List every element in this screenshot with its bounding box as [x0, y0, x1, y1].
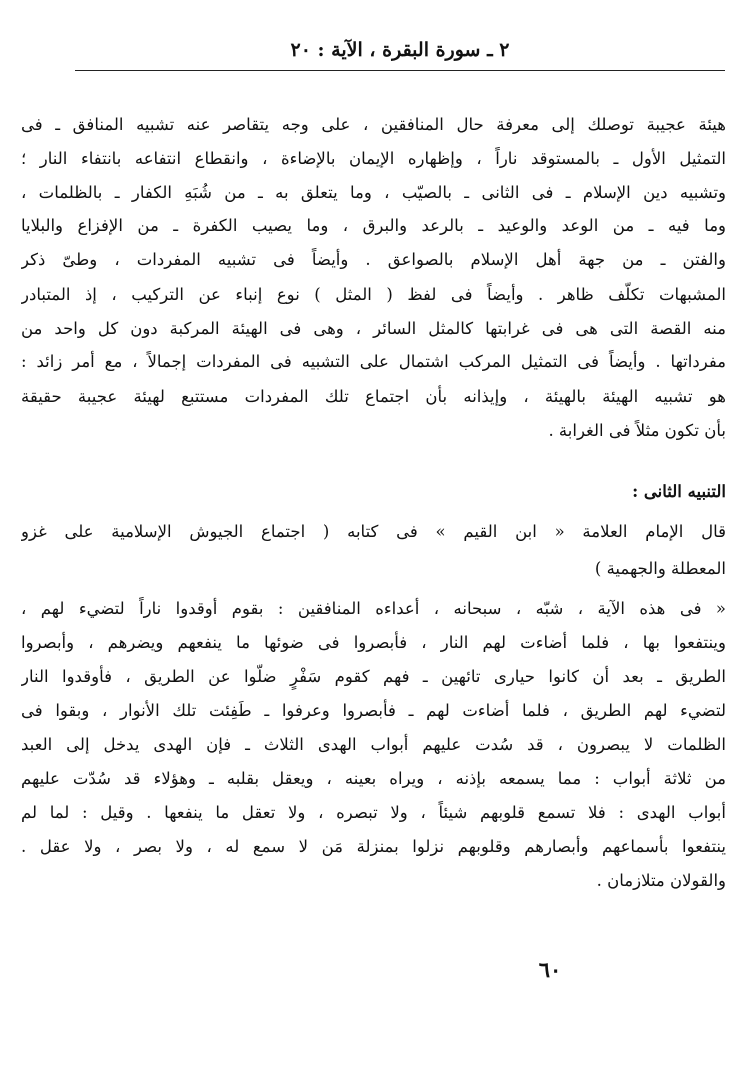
text-line: لتضيء لهم الطريق ، فلما أضاءت لهم ـ فأبصروا وعرفوا ـ طَفِئت تلك الأنوار ، وبقوا فى	[21, 701, 726, 720]
header-rule	[75, 70, 725, 71]
text-line: قال الإمام العلامة « ابن القيم » فى كتابه ( اجتماع الجيوش الإسلامية على غزو	[21, 522, 726, 541]
text-line: « فى هذه الآية ، شبّه ، سبحانه ، أعداءه المنافقين : بقوم أوقدوا ناراً لتضيء لهم ،	[21, 599, 726, 618]
paragraph-end-line: المعطلة والجهمية )	[594, 559, 726, 578]
text-line: هو تشبيه الهيئة بالهيئة ، وإيذانه بأن اجتماع تلك المفردات مستتبع لهيئة عجيبة حقيقة	[21, 387, 726, 406]
text-line: وما فيه ـ من الوعد والوعيد ـ بالرعد والبرق ، وما يصيب الكفرة ـ من الإفزاع والبلايا	[21, 216, 726, 235]
text-line: الظلمات لا يبصرون ، قد سُدت عليهم أبواب الهدى الثلاث ـ فإن الهدى يدخل إلى العبد	[21, 735, 726, 754]
section-heading: التنبيه الثانى :	[632, 482, 726, 501]
text-line: التمثيل الأول ـ بالمستوقد ناراً ، وإظهاره الإيمان بالإضاءة ، وانقطاع انتفاعه بانتفاء النار ؛	[21, 149, 726, 168]
text-line: الطريق ـ بعد أن كانوا حيارى تائهين ـ فهم كقوم سَفْرٍ ضلّوا عن الطريق ، فأوقدوا النار	[21, 667, 726, 686]
running-header: ٢ ـ سورة البقرة ، الآية : ٢٠	[290, 39, 510, 61]
text-line: والفتن ـ من جهة أهل الإسلام بالصواعق . وأيضاً فى تشبيه المفردات ، وطىّ ذكر	[21, 250, 726, 269]
text-line: وتشبيه دين الإسلام ـ فى الثانى ـ بالصيّب ، وما يتعلق به ـ من شُبَهِ الكفار ـ بالظلمات ،	[21, 183, 726, 202]
paragraph-end-line: بأن تكون مثلاً فى الغرابة .	[548, 421, 726, 440]
paragraph-end-line: والقولان متلازمان .	[596, 871, 726, 890]
text-line: مفرداتها . وأيضاً فى التمثيل المركب اشتمال على التشبيه فى المفردات إجمالاً ، مع أمر زائد :	[21, 352, 726, 371]
text-line: وينتفعوا بها ، فلما أضاءت لهم النار ، فأبصروا فى ضوئها ما ينفعهم ويضرهم ، وأبصروا	[21, 633, 726, 652]
text-line: المشبهات تكلّف ظاهر . وأيضاً فى لفظ ( المثل ) نوع إنباء عن التركيب ، إذ المتبادر	[21, 285, 726, 304]
text-line: منه القصة التى هى فى غرابتها كالمثل السائر ، وهى فى الهيئة المركبة دون كل واحد من	[21, 319, 726, 338]
text-line: من ثلاثة أبواب : مما يسمعه بإذنه ، ويراه بعينه ، ويعقل بقلبه ـ وهؤلاء قد سُدّت عليهم	[21, 769, 726, 788]
text-line: أبواب الهدى : فلا تسمع قلوبهم شيئاً ، ولا تبصره ، ولا تعقل ما ينفعها . وقيل : لما لم	[21, 803, 726, 822]
page-number: ٦٠	[538, 957, 562, 982]
text-line: ينتفعوا بأسماعهم وأبصارهم وقلوبهم نزلوا بمنزلة مَن لا سمع له ، ولا بصر ، ولا عقل .	[21, 837, 726, 856]
text-line: هيئة عجيبة توصلك إلى معرفة حال المنافقين ، على وجه يتقاصر عنه تشبيه المنافق ـ فى	[21, 115, 726, 134]
